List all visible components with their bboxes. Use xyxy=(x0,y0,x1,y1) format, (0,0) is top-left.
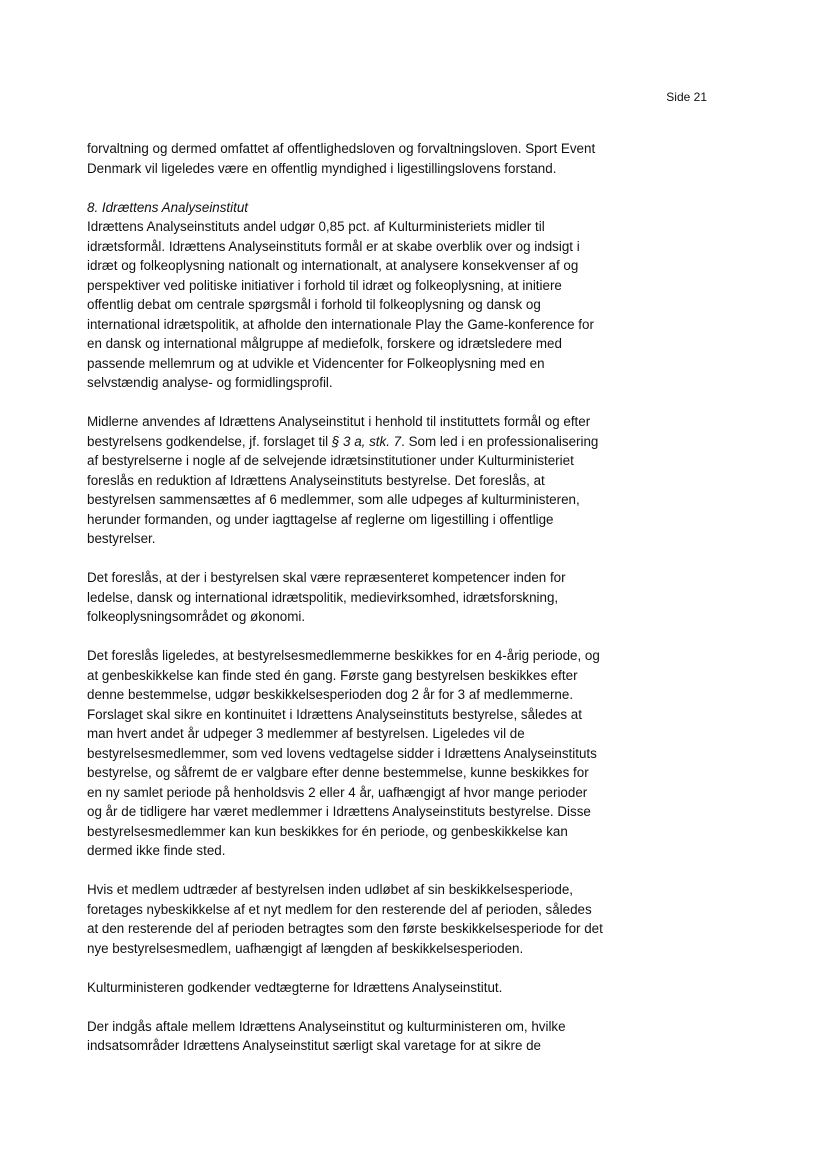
text-line: bestyrelsesmedlemmer kan kun beskikkes for én periode, og genbeskikkelse kan xyxy=(87,823,568,839)
text-line: foretages nybeskikkelse af et nyt medlem for den resterende del af perioden, således xyxy=(87,901,592,917)
text-line: Forslaget skal sikre en kontinuitet i Idrættens Analyseinstituts bestyrelse, således at xyxy=(87,706,582,722)
text-line: Hvis et medlem udtræder af bestyrelsen inden udløbet af sin beskikkelsesperiode, xyxy=(87,882,574,897)
text-line: idræt og folkeoplysning nationalt og internationalt, at analysere konsekvenser af og xyxy=(87,258,579,273)
text-line: Denmark vil ligeledes være en offentlig myndighed i ligestillingslovens forstand. xyxy=(87,160,557,176)
paragraph-competences xyxy=(87,568,639,627)
page-number: Side 21 xyxy=(666,90,707,104)
text-line: Kulturministeren godkender vedtægterne for Idrættens Analyseinstitut. xyxy=(87,979,503,995)
text-line: selvstændig analyse- og formidlingsprofil. xyxy=(87,375,333,390)
paragraph-resignation xyxy=(87,880,639,958)
text-line: bestyrelsen sammensættes af 6 medlemmer, som alle udpeges af kulturministeren, xyxy=(87,492,580,507)
law-reference: § 3 a, stk. 7 xyxy=(331,433,402,449)
text-line: og år de tidligere har været medlemmer i Idrættens Analyseinstituts bestyrelse. Disse xyxy=(87,804,591,819)
text-line: Det foreslås ligeledes, at bestyrelsesmedlemmerne beskikkes for en 4-årig periode, og xyxy=(87,648,600,663)
paragraph-agreement xyxy=(87,1017,639,1056)
text-line: Idrættens Analyseinstituts andel udgør 0,85 pct. af Kulturministeriets midler til xyxy=(87,219,545,234)
text-line: Det foreslås, at der i bestyrelsen skal være repræsenteret kompetencer inden for xyxy=(87,570,566,585)
text-line: folkeoplysningsområdet og økonomi. xyxy=(87,609,306,624)
text-line: af bestyrelserne i nogle af de selvejende idrætsinstitutioner under Kulturministeriet xyxy=(87,453,574,468)
text-line-with-reference xyxy=(87,432,639,452)
text-line: indsatsområder Idrættens Analyseinstitut særligt skal varetage for at sikre de xyxy=(87,1038,541,1053)
section-8 xyxy=(87,198,639,393)
text-line: en ny samlet periode på henholdsvis 2 eller 4 år, uafhængigt af hvor mange perioder xyxy=(87,784,588,800)
text-fragment: . Som led i en professionalisering xyxy=(401,433,599,449)
section-heading: 8. Idrættens Analyseinstitut xyxy=(87,199,249,215)
text-line: ledelse, dansk og international idrætspolitik, medievirksomhed, idrætsforskning, xyxy=(87,589,559,605)
text-line: nye bestyrelsesmedlem, uafhængigt af længden af beskikkelsesperioden. xyxy=(87,940,524,956)
text-line: international idrætspolitik, at afholde den internationale Play the Game-konference for xyxy=(87,316,594,332)
text-line: at den resterende del af perioden betragtes som den første beskikkelsesperiode for det xyxy=(87,921,603,936)
text-line: bestyrelser. xyxy=(87,531,156,546)
text-line: bestyrelse, og såfremt de er valgbare efter denne bestemmelse, kunne beskikkes for xyxy=(87,765,589,780)
text-line: man hvert andet år udpeger 3 medlemmer af bestyrelsen. Ligeledes vil de xyxy=(87,726,525,741)
text-line: at genbeskikkelse kan finde sted én gang. Første gang bestyrelsen beskikkes efter xyxy=(87,667,578,683)
text-line: Midlerne anvendes af Idrættens Analyseinstitut i henhold til instituttets formål og efter xyxy=(87,414,591,429)
text-fragment: bestyrelsens godkendelse, jf. forslaget til xyxy=(87,433,332,449)
text-line: perspektiver ved politiske initiativer i forhold til idræt og folkeoplysning, at initiere xyxy=(87,277,562,293)
text-line: dermed ikke finde sted. xyxy=(87,843,226,858)
paragraph-appointment-period xyxy=(87,646,639,861)
text-line: denne bestemmelse, udgør beskikkelsesperioden dog 2 år for 3 af medlemmerne. xyxy=(87,687,574,702)
text-line: forvaltning og dermed omfattet af offentlighedsloven og forvaltningsloven. Sport Event xyxy=(87,141,596,156)
text-line: herunder formanden, og under iagttagelse af reglerne om ligestilling i offentlige xyxy=(87,511,554,527)
document-body xyxy=(87,139,639,1075)
text-line: en dansk og international målgruppe af mediefolk, forskere og idrætsledere med xyxy=(87,336,562,351)
text-line: offentlig debat om centrale spørgsmål i forhold til folkeoplysning og dansk og xyxy=(87,297,541,312)
text-line: passende mellemrum og at udvikle et Videncenter for Folkeoplysning med en xyxy=(87,355,545,371)
paragraph-funding xyxy=(87,412,639,549)
paragraph-statutes xyxy=(87,978,639,998)
text-line: Der indgås aftale mellem Idrættens Analyseinstitut og kulturministeren om, hvilke xyxy=(87,1018,566,1034)
text-line: idrætsformål. Idrættens Analyseinstituts formål er at skabe overblik over og indsigt i xyxy=(87,238,580,254)
text-line: bestyrelsesmedlemmer, som ved lovens vedtagelse sidder i Idrættens Analyseinstituts xyxy=(87,745,597,761)
text-line: foreslås en reduktion af Idrættens Analyseinstituts bestyrelse. Det foreslås, at xyxy=(87,472,545,488)
paragraph-continuation xyxy=(87,139,639,178)
